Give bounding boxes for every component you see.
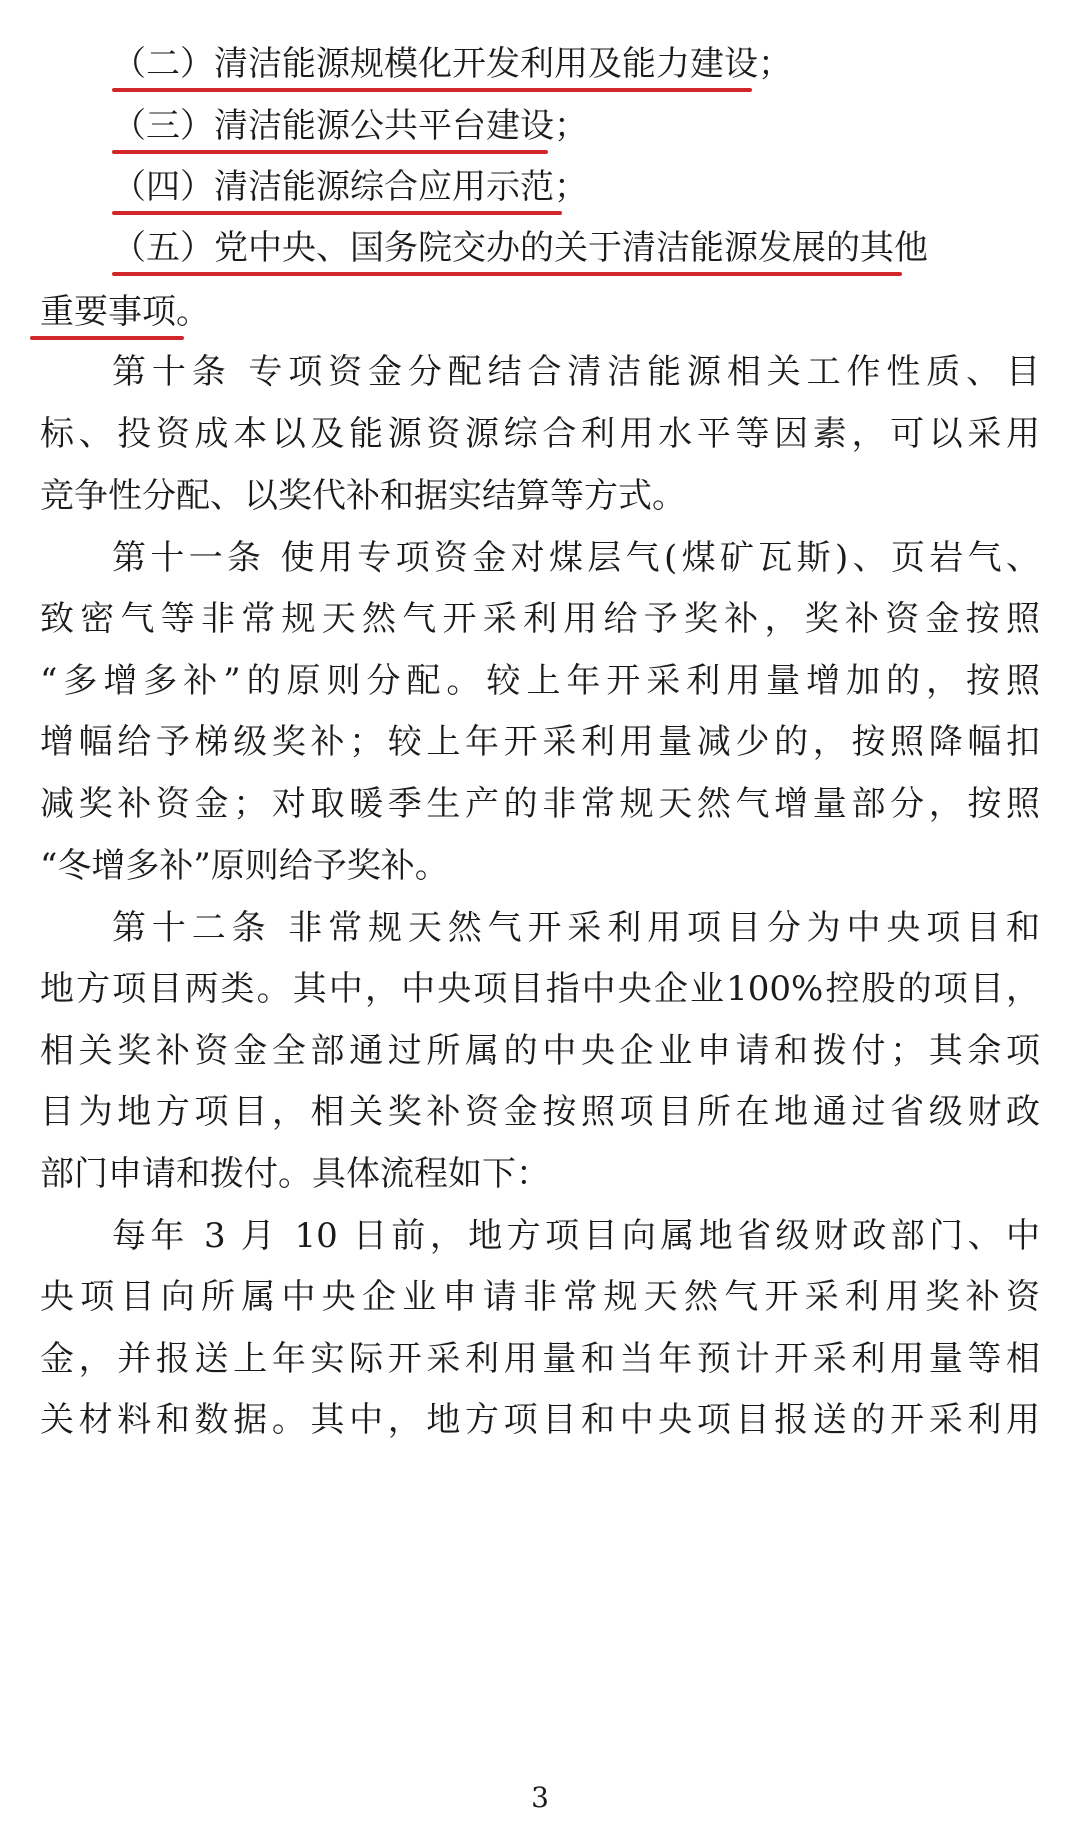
- red-underline: [112, 88, 752, 92]
- article-12-line: 相关奖补资金全部通过所属的中央企业申请和拨付；其余项: [40, 1031, 1040, 1071]
- paragraph-line: 关材料和数据。其中，地方项目和中央项目报送的开采利用: [40, 1400, 1040, 1440]
- article-11-line: 增幅给予梯级奖补；较上年开采利用量减少的，按照降幅扣: [40, 722, 1040, 762]
- red-underline: [112, 272, 902, 276]
- article-11-line: “多增多补”的原则分配。较上年开采利用量增加的，按照: [40, 661, 1040, 701]
- page-number: 3: [531, 1781, 549, 1814]
- article-10-line: 竞争性分配、以奖代补和据实结算等方式。: [40, 476, 686, 516]
- paragraph-line: 央项目向所属中央企业申请非常规天然气开采利用奖补资: [40, 1277, 1040, 1317]
- list-item-5-continuation: 重要事项。: [40, 292, 210, 332]
- article-12-line: 部门申请和拨付。具体流程如下：: [40, 1154, 550, 1194]
- list-item-5: （五）党中央、国务院交办的关于清洁能源发展的其他: [112, 228, 928, 268]
- article-10-line: 标、投资成本以及能源资源综合利用水平等因素，可以采用: [40, 414, 1040, 454]
- article-12-line: 第十二条 非常规天然气开采利用项目分为中央项目和: [112, 908, 1040, 948]
- list-item-2: （二）清洁能源规模化开发利用及能力建设；: [112, 44, 792, 84]
- paragraph-line: 每年 3 月 10 日前，地方项目向属地省级财政部门、中: [112, 1216, 1040, 1256]
- list-item-3: （三）清洁能源公共平台建设；: [112, 106, 588, 146]
- paragraph-line: 金，并报送上年实际开采利用量和当年预计开采利用量等相: [40, 1339, 1040, 1379]
- article-11-line: 致密气等非常规天然气开采利用给予奖补，奖补资金按照: [40, 599, 1040, 639]
- red-underline: [30, 336, 184, 340]
- red-underline: [112, 211, 562, 215]
- article-10-line: 第十条 专项资金分配结合清洁能源相关工作性质、目: [112, 352, 1040, 392]
- article-11-line: “冬增多补”原则给予奖补。: [40, 846, 449, 886]
- article-11-line: 第十一条 使用专项资金对煤层气(煤矿瓦斯)、页岩气、: [112, 538, 1040, 578]
- article-12-line: 地方项目两类。其中，中央项目指中央企业100%控股的项目，: [40, 969, 1040, 1009]
- article-12-line: 目为地方项目，相关奖补资金按照项目所在地通过省级财政: [40, 1092, 1040, 1132]
- red-underline: [112, 150, 548, 154]
- article-11-line: 减奖补资金；对取暖季生产的非常规天然气增量部分，按照: [40, 784, 1040, 824]
- list-item-4: （四）清洁能源综合应用示范；: [112, 167, 588, 207]
